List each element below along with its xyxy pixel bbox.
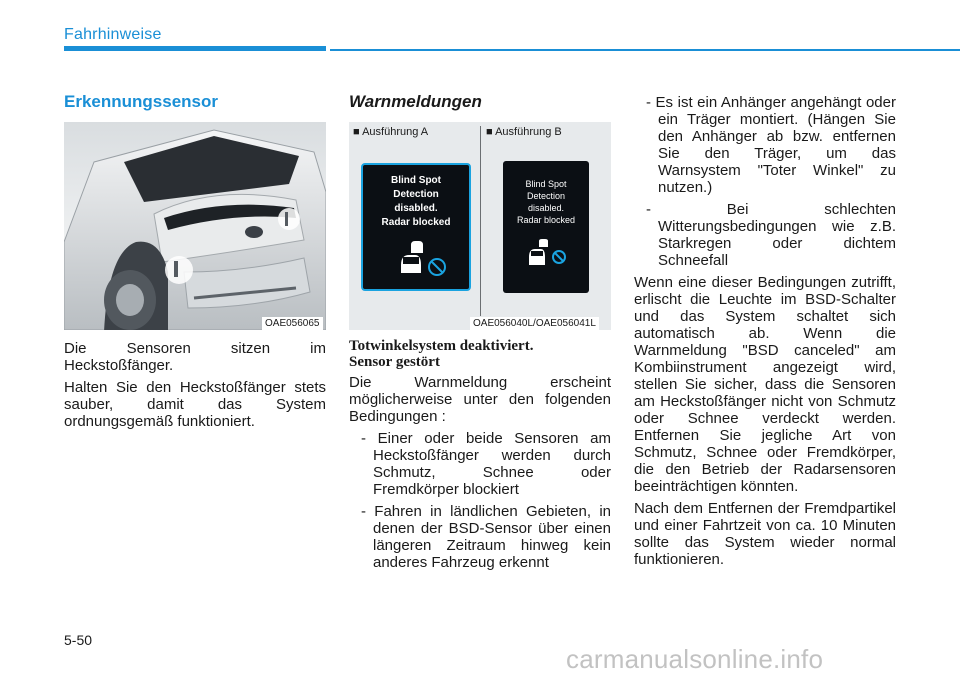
screen-line: Detection: [526, 191, 566, 201]
subheading: [349, 338, 611, 370]
option-a-label: ■ Ausführung A: [353, 126, 429, 138]
paragraph: Wenn eine dieser Bedingungen zutrifft, erlischt die Leuchte im BSD-Schalter und das System schaltet sich automatisch ab. Wenn die Warnmeldung "BSD canceled" am Kombiinstrument angezeigt wird, stellen Sie sicher, dass die Sensoren am Heckstoßfänger nicht von Schmutz oder Schnee verdeckt werden. Entfernen Sie jegliche Art von Schmutz, Schnee oder Fremdkörper, die den Betrieb der Radarsensoren beeinträchtigen könnten.: [634, 274, 896, 495]
list-item: - Einer oder beide Sensoren am Heckstoßfänger werden durch Schmutz, Schnee oder Fremdkörper blockiert: [361, 430, 611, 498]
section-title: Erkennungssensor: [64, 92, 218, 111]
image-caption: OAE056065: [262, 317, 323, 330]
display-screen-a: [361, 163, 471, 291]
screen-line: Detection: [393, 189, 439, 200]
list-item: - Bei schlechten Witterungsbedingungen wie z.B. Starkregen oder dichtem Schneefall: [646, 201, 896, 269]
section-header-title: Fahrhinweise: [64, 26, 162, 43]
screen-line: Radar blocked: [381, 217, 451, 228]
warnings-title: Warnmeldungen: [349, 92, 482, 111]
header-rule-thick: [64, 46, 326, 51]
subheading-line: Totwinkelsystem deaktiviert.: [349, 338, 534, 354]
screen-line: Blind Spot: [391, 175, 441, 186]
blocked-sensor-icon: [521, 239, 571, 269]
screen-line: Radar blocked: [516, 215, 576, 225]
paragraph: Die Warnmeldung erscheint möglicherweise unter den folgenden Bedingungen :: [349, 374, 611, 425]
image-divider: [480, 126, 481, 316]
blocked-sensor-icon: [391, 241, 451, 281]
right-body-text: [634, 94, 896, 573]
screen-line: disabled.: [394, 203, 438, 214]
middle-body-text: [349, 374, 611, 576]
page-number: 5-50: [64, 632, 93, 648]
list-item: - Es ist ein Anhänger angehängt oder ein Träger montiert. (Hängen Sie den Anhänger ab bzw. entfernen Sie den Träger, um das Warnsystem "Toter Winkel" zu nutzen.): [646, 94, 896, 196]
display-screen-b: [503, 161, 589, 293]
paragraph: Halten Sie den Heckstoßfänger stets sauber, damit das System ordnungsgemäß funktioniert.: [64, 379, 326, 430]
screen-line: Blind Spot: [525, 179, 567, 189]
paragraph: Die Sensoren sitzen im Heckstoßfänger.: [64, 340, 326, 374]
header-rule-thin: [330, 49, 960, 51]
option-b-label: ■ Ausführung B: [486, 126, 562, 138]
image-caption: OAE056040L/OAE056041L: [470, 317, 599, 330]
car-rear-illustration: [64, 122, 326, 330]
paragraph: Nach dem Entfernen der Fremdpartikel und einer Fahrtzeit von ca. 10 Minuten sollte das System wieder normal funktionieren.: [634, 500, 896, 568]
watermark: carmanualsonline.info: [566, 644, 824, 674]
screen-line: disabled.: [527, 203, 565, 213]
subheading-line: Sensor gestört: [349, 354, 440, 370]
rear-car-image: [64, 122, 326, 330]
list-item: - Fahren in ländlichen Gebieten, in denen der BSD-Sensor über einen längeren Zeitraum hinweg kein anderes Fahrzeug erkennt: [361, 503, 611, 571]
left-body-text: [64, 340, 326, 435]
